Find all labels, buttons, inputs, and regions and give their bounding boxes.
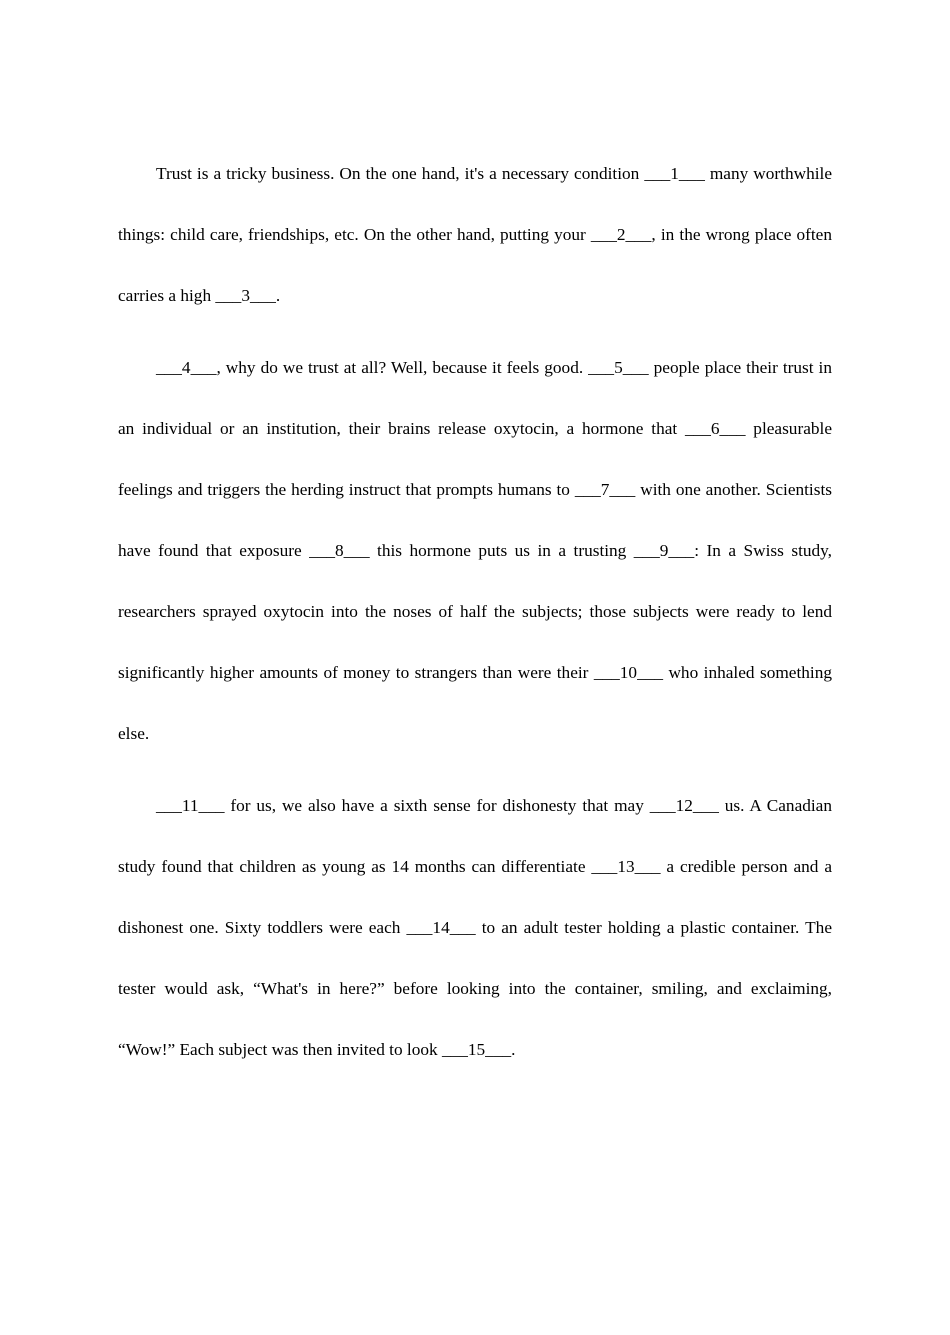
paragraph-2: ___4___, why do we trust at all? Well, because it feels good. ___5___ people place their trust in an individual or an institution, their brains release oxytocin, a hormone that ___6___ pleasurable feelings and triggers the herding instruct that prompts humans to ___7___ with one another. Scientists have found that exposure ___8___ this hormone puts us in a trusting ___9___: In a Swiss study, researchers sprayed oxytocin into the noses of half the subjects; those subjects were ready to lend significantly higher amounts of money to strangers than were their ___10___ who inhaled something else. (118, 358, 832, 743)
paragraph-1: Trust is a tricky business. On the one hand, it's a necessary condition ___1___ many worthwhile things: child care, friendships, etc. On the other hand, putting your ___2___, in the wrong place often carries a high ___3___. (118, 164, 832, 305)
cloze-passage (118, 143, 832, 1080)
paragraph-3: ___11___ for us, we also have a sixth sense for dishonesty that may ___12___ us. A Canadian study found that children as young as 14 months can differentiate ___13___ a credible person and a dishonest one. Sixty toddlers were each ___14___ to an adult tester holding a plastic container. The tester would ask, “What's in here?” before looking into the container, smiling, and exclaiming, “Wow!” Each subject was then invited to look ___15___. (118, 796, 832, 1059)
